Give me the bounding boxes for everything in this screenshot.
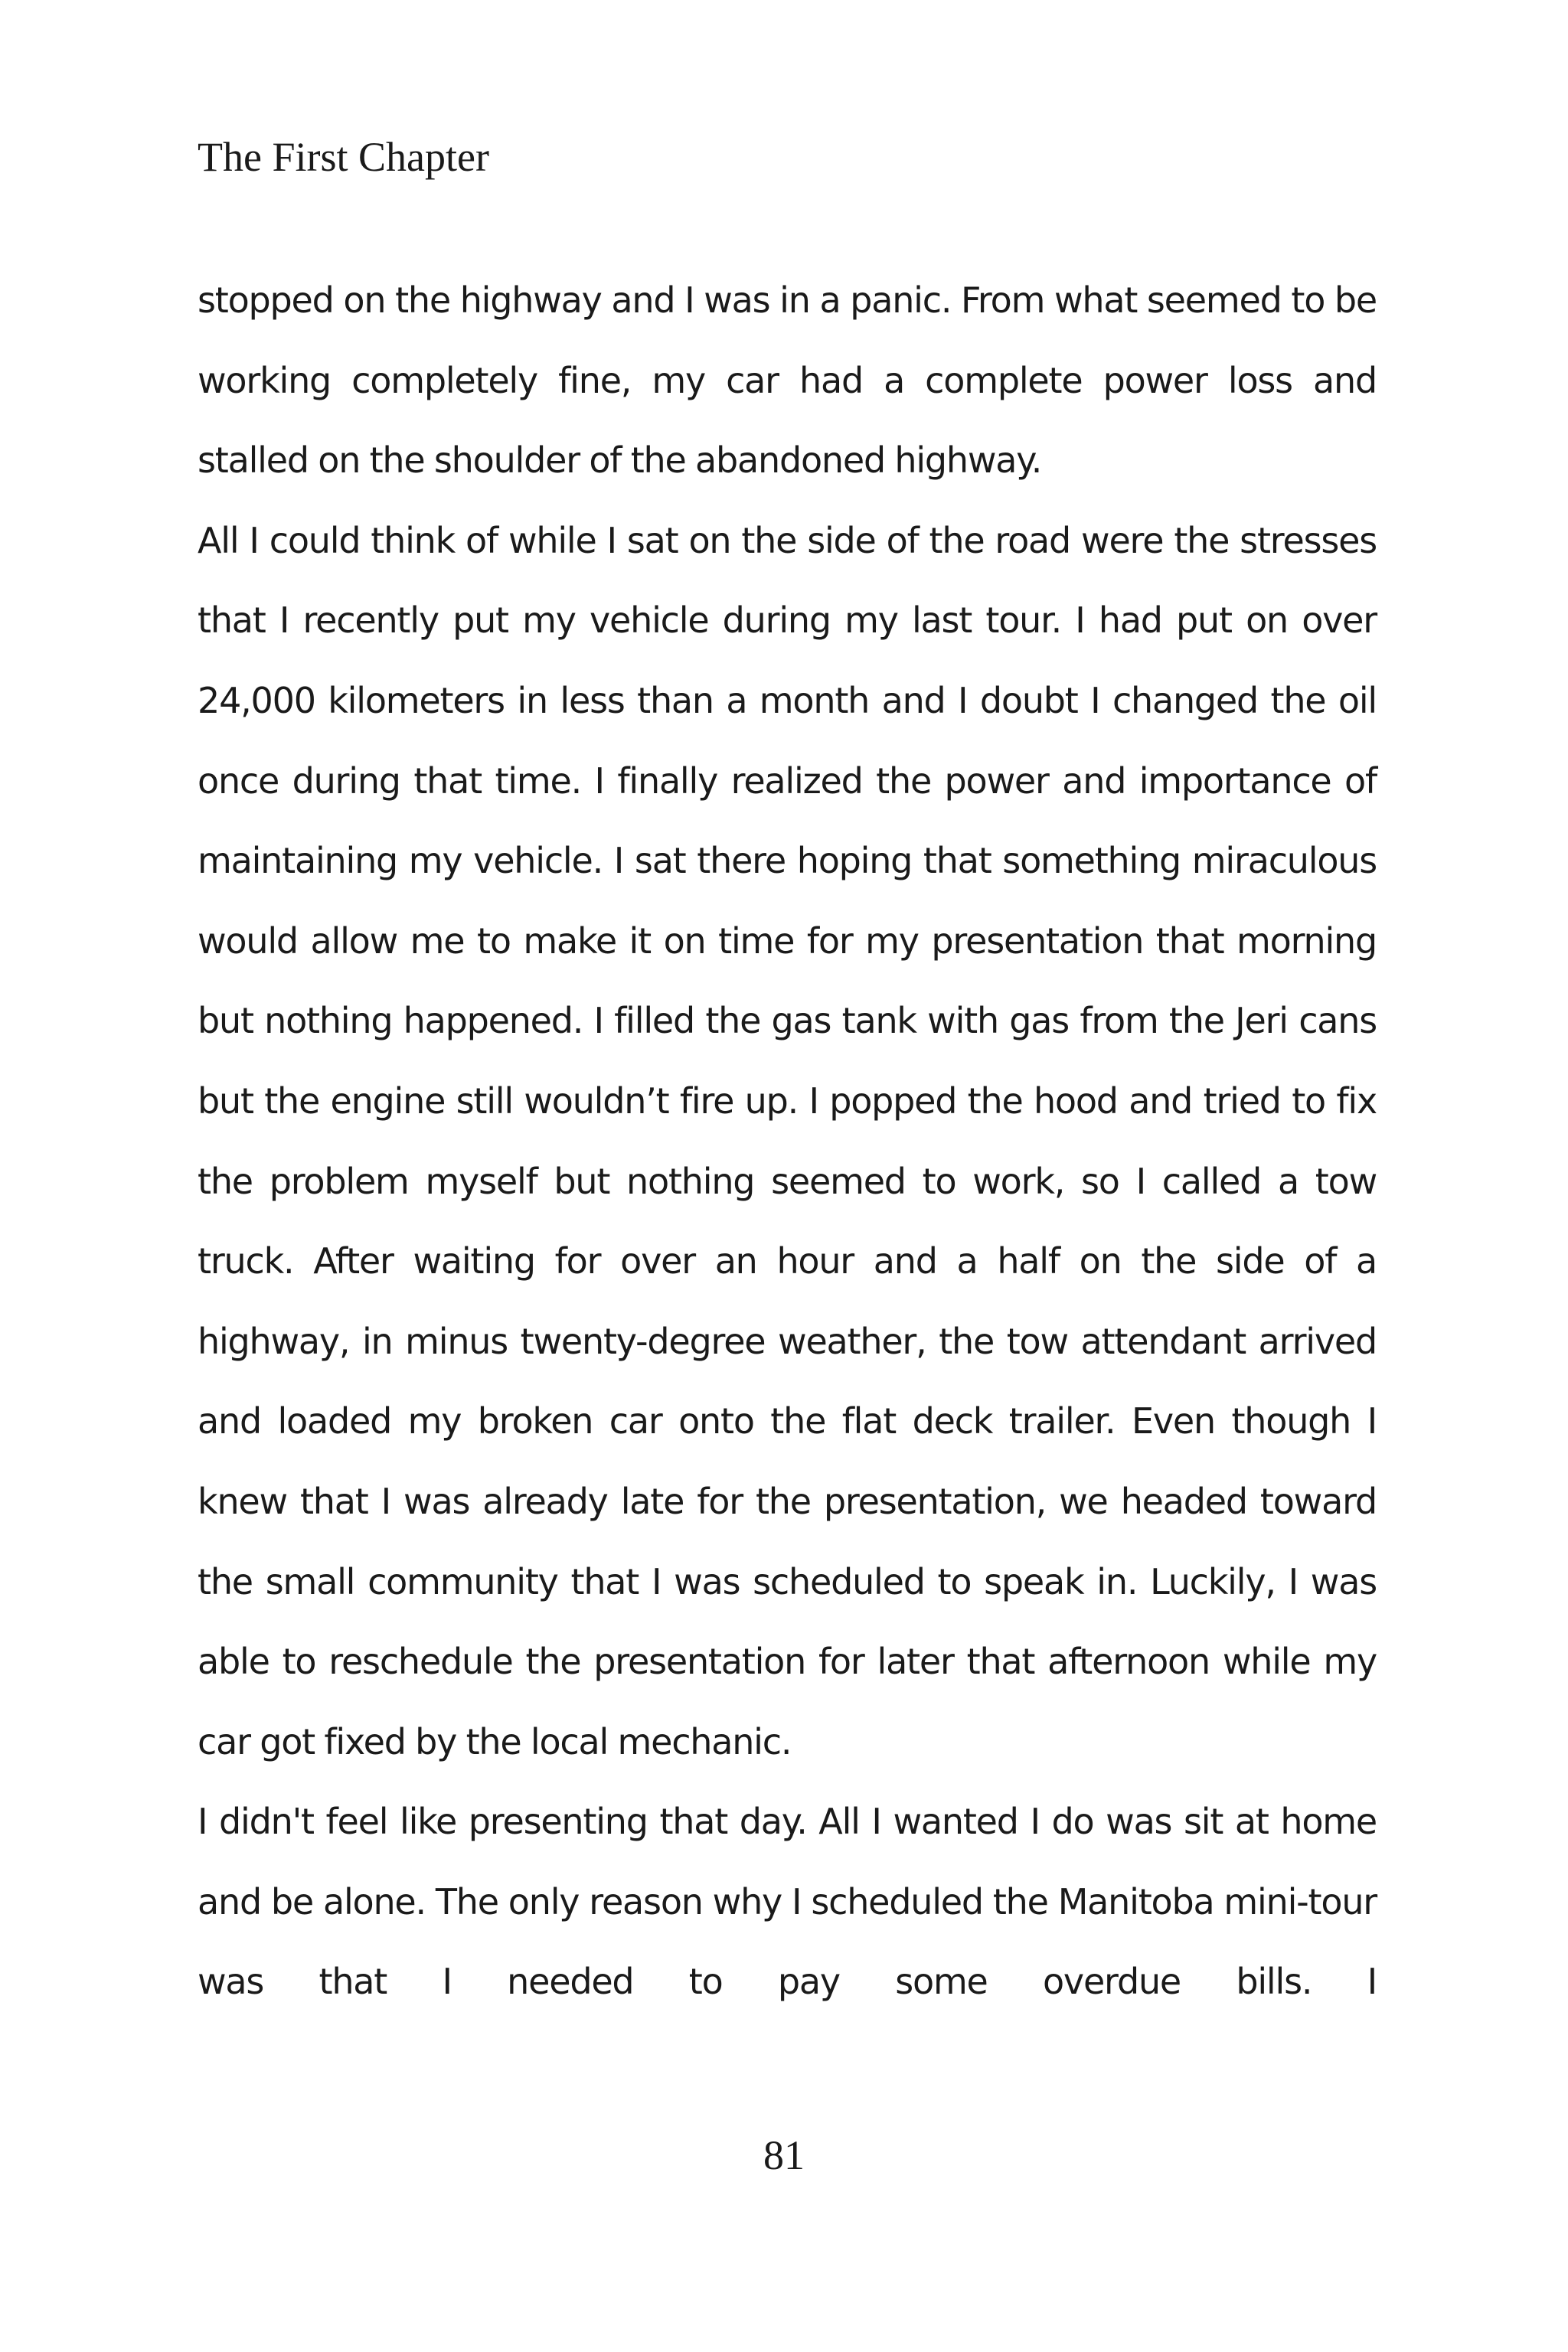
body-text xyxy=(198,260,1377,2022)
running-header: The First Chapter xyxy=(198,134,489,180)
page-number: 81 xyxy=(763,2132,805,2178)
paragraph-1: stopped on the highway and I was in a panic. From what seemed to be working completely fine, my car had a complete power loss and stalled on the shoulder of the abandoned highway. xyxy=(198,279,1377,482)
paragraph-2: All I could think of while I sat on the side of the road were the stresses that I recently put my vehicle during my last tour. I had put on over 24,000 kilometers in less than a month and I doubt I changed the oil once during that time. I finally realized the power and importance of maintaining my vehicle. I sat there hoping that something miraculous would allow me to make it on time for my presentation that morning but nothing happened. I filled the gas tank with gas from the Jeri cans but the engine still wouldn’t fire up. I popped the hood and tried to fix the problem myself but nothing seemed to work, so I called a tow truck. After waiting for over an hour and a half on the side of a highway, in minus twenty-degree weather, the tow attendant arrived and loaded my broken car onto the flat deck trailer. Even though I knew that I was already late for the presentation, we headed toward the small community that I was scheduled to speak in. Luckily, I was able to reschedule the presentation for later that afternoon while my car got fixed by the local mechanic. xyxy=(198,519,1377,1762)
paragraph-3: I didn't feel like presenting that day. All I wanted I do was sit at home and be alone. The only reason why I scheduled the Manitoba mini-tour was that I needed to pay some overdue bills. I xyxy=(198,1801,1377,2003)
